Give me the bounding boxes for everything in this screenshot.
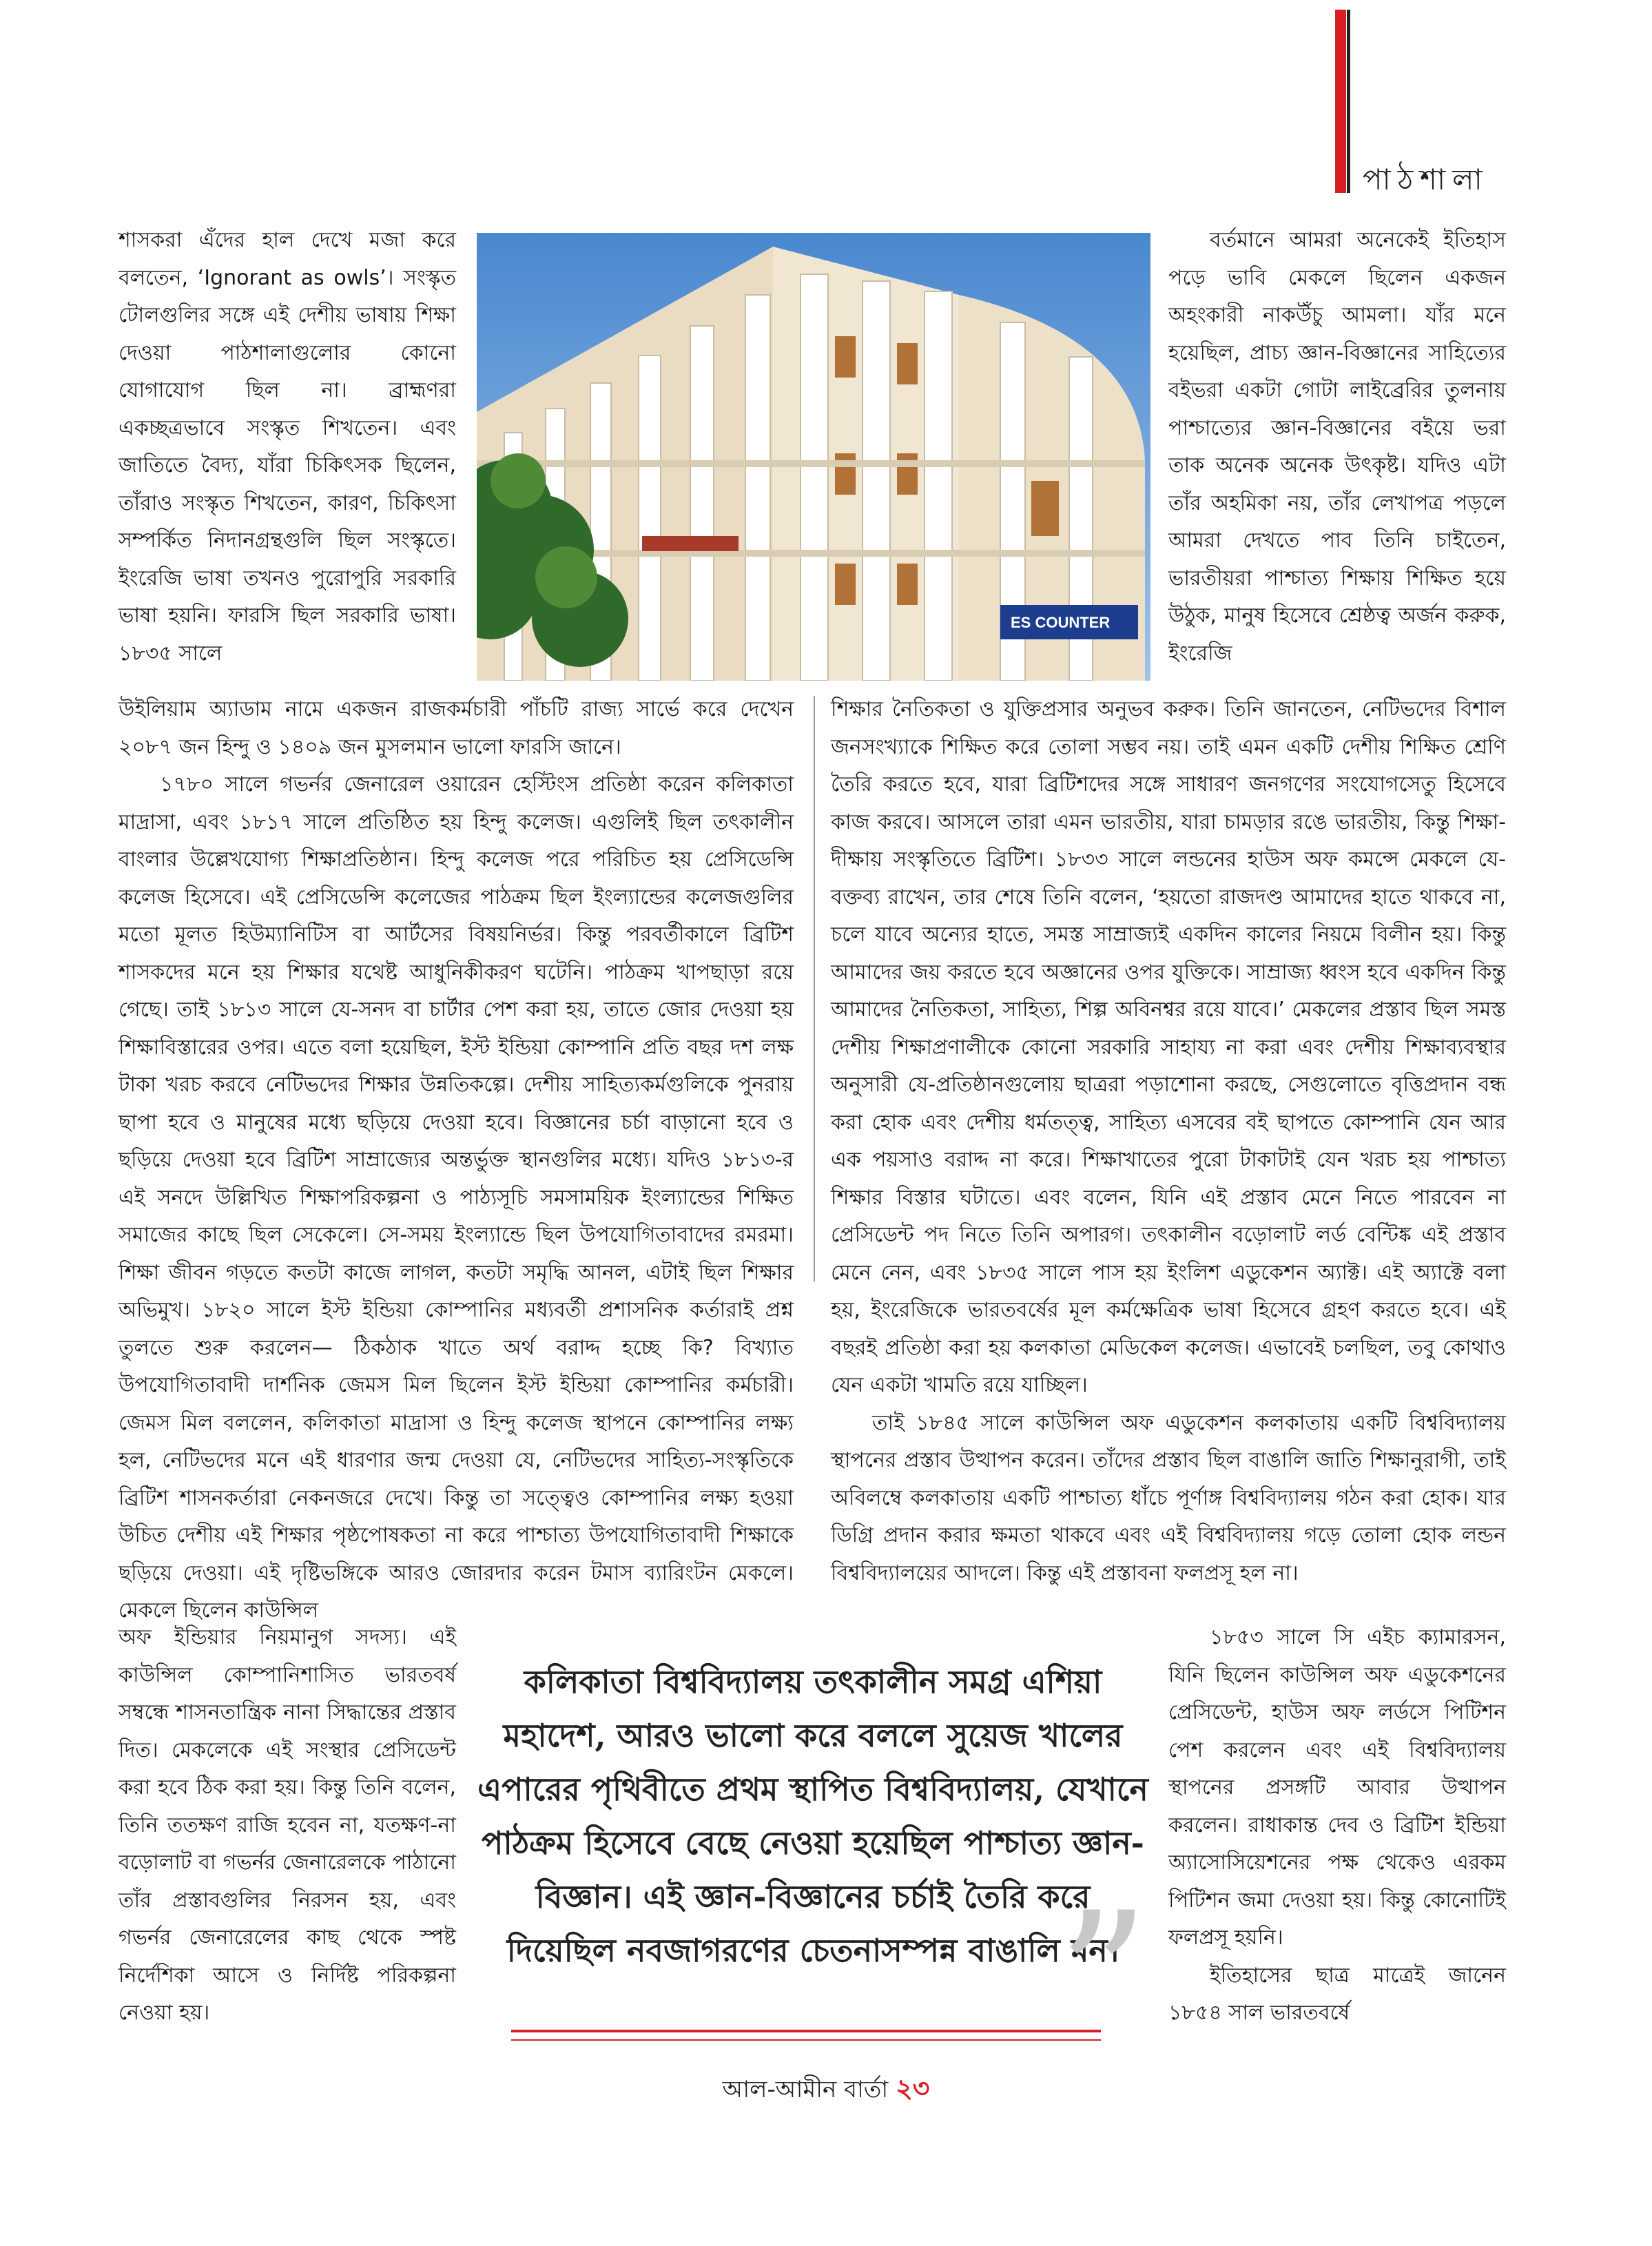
- university-building-image: [477, 233, 1150, 681]
- paragraph: ইতিহাসের ছাত্র মাত্রেই জানেন ১৮৫৪ সাল ভারতবর্ষে: [1168, 1963, 1506, 2025]
- page-footer: [0, 2068, 1652, 2112]
- column-divider: [814, 696, 815, 1281]
- paragraph: উইলিয়াম অ্যাডাম নামে একজন রাজকর্মচারী পাঁচটি রাজ্য সার্ভে করে দেখেন ২০৮৭ জন হিন্দু ও ১৪০৯ জন মুসলমান ভালো ফারসি জানে।: [118, 697, 794, 759]
- paragraph: ১৮৫৩ সালে সি এইচ ক্যামারসন, যিনি ছিলেন কাউন্সিল অফ এডুকেশনের প্রেসিডেন্ট, হাউস অফ লর্ডসে পিটিশন পেশ করলেন এবং এই বিশ্ববিদ্যালয় স্থাপনের প্রসঙ্গটি আবার উত্থাপন করলেন। রাধাকান্ত দেব ও ব্রিটিশ ইন্ডিয়া অ্যাসোসিয়েশনের পক্ষ থেকেও এরকম পিটিশন জমা দেওয়া হয়। কিন্তু কোনোটিই ফলপ্রসূ হয়নি।: [1168, 1625, 1506, 1950]
- sign-text: ES COUNTER: [1011, 614, 1111, 631]
- building-photo: [477, 233, 1150, 681]
- column-intro-right: [1168, 222, 1506, 672]
- page-number: ২৩: [896, 2073, 930, 2103]
- column-main-right: [831, 691, 1506, 1592]
- paragraph: বর্তমানে আমরা অনেকেই ইতিহাস পড়ে ভাবি মেকলে ছিলেন একজন অহংকারী নাকউঁচু আমলা। যাঁর মনে হয়েছিল, প্রাচ্য জ্ঞান-বিজ্ঞানের সাহিত্যের বইভরা একটা গোটা লাইব্রেরির তুলনায় পাশ্চাত্যের জ্ঞান-বিজ্ঞানের বইয়ে ভরা তাক অনেক অনেক উৎকৃষ্ট। যদিও এটা তাঁর অহমিকা নয়, তাঁর লেখাপত্র পড়লে আমরা দেখতে পাব তিনি চাইতেন, ভারতীয়রা পাশ্চাত্য শিক্ষায় শিক্ষিত হয়ে উঠুক, মানুষ হিসেবে শ্রেষ্ঠত্ব অর্জন করুক, ইংরেজি: [1168, 228, 1506, 666]
- column-main-left: [118, 691, 794, 1630]
- pull-quote-underline-thin: [511, 2039, 1101, 2041]
- magazine-name: আল-আমীন বার্তা: [722, 2076, 889, 2103]
- pull-quote: [477, 1655, 1149, 2083]
- column-intro-left: [118, 222, 456, 672]
- header-accent-bar: [1335, 10, 1346, 193]
- pull-quote-underline: [511, 2030, 1101, 2032]
- paragraph: অফ ইন্ডিয়ার নিয়মানুগ সদস্য। এই কাউন্সিল কোম্পানিশাসিত ভারতবর্ষ সম্বন্ধে শাসনতান্ত্রিক নানা সিদ্ধান্তের প্রস্তাব দিত। মেকলেকে এই সংস্থার প্রেসিডেন্ট করা হবে ঠিক করা হয়। কিন্তু তিনি বলেন, তিনি ততক্ষণ রাজি হবেন না, যতক্ষণ-না বড়োলাট বা গভর্নর জেনারেলকে পাঠানো তাঁর প্রস্তাবগুলির নিরসন হয়, এবং গভর্নর জেনারেলের কাছ থেকে স্পষ্ট নির্দেশিকা আসে ও নির্দিষ্ট পরিকল্পনা নেওয়া হয়।: [118, 1625, 456, 2025]
- quote-mark-icon: ”: [1057, 1875, 1149, 2083]
- header-divider-line: [1347, 10, 1350, 193]
- paragraph: ১৭৮০ সালে গভর্নর জেনারেল ওয়ারেন হেস্টিংস প্রতিষ্ঠা করেন কলিকাতা মাদ্রাসা, এবং ১৮১৭ সালে প্রতিষ্ঠিত হয় হিন্দু কলেজ। এগুলিই ছিল তৎকালীন বাংলার উল্লেখযোগ্য শিক্ষাপ্রতিষ্ঠান। হিন্দু কলেজ পরে পরিচিত হয় প্রেসিডেন্সি কলেজ হিসেবে। এই প্রেসিডেন্সি কলেজের পাঠক্রম ছিল ইংল্যান্ডের কলেজগুলির মতো মূলত হিউম্যানিটিস বা আর্টসের বিষয়নির্ভর। কিন্তু পরবর্তীকালে ব্রিটিশ শাসকদের মনে হয় শিক্ষার যথেষ্ট আধুনিকীকরণ ঘটেনি। পাঠক্রম খাপছাড়া রয়ে গেছে। তাই ১৮১৩ সালে যে-সনদ বা চার্টার পেশ করা হয়, তাতে জোর দেওয়া হয় শিক্ষাবিস্তারের ওপর। এতে বলা হয়েছিল, ইস্ট ইন্ডিয়া কোম্পানি প্রতি বছর দশ লক্ষ টাকা খরচ করবে নেটিভদের শিক্ষার উন্নতিকল্পে। দেশীয় সাহিত্যকর্মগুলিকে পুনরায় ছাপা হবে ও মানুষের মধ্যে ছড়িয়ে দেওয়া হবে। বিজ্ঞানের চর্চা বাড়ানো হবে ও ছড়িয়ে দেওয়া হবে ব্রিটিশ সাম্রাজ্যের অন্তর্ভুক্ত স্থানগুলির মধ্যে। যদিও ১৮১৩-র এই সনদে উল্লিখিত শিক্ষাপরিকল্পনা ও পাঠ্যসূচি সমসাময়িক ইংল্যান্ডের শিক্ষিত সমাজের কাছে ছিল সেকেলে। সে-সময় ইংল্যান্ডে ছিল উপযোগিতাবাদের রমরমা। শিক্ষা জীবন গড়তে কতটা কাজে লাগল, কতটা সমৃদ্ধি আনল, এটাই ছিল শিক্ষার অভিমুখ। ১৮২০ সালে ইস্ট ইন্ডিয়া কোম্পানির মধ্যবর্তী প্রশাসনিক কর্তারাই প্রশ্ন তুলতে শুরু করলেন— ঠিকঠাক খাতে অর্থ বরাদ্দ হচ্ছে কি? বিখ্যাত উপযোগিতাবাদী দার্শনিক জেমস মিল ছিলেন ইস্ট ইন্ডিয়া কোম্পানির কর্মচারী। জেমস মিল বললেন, কলিকাতা মাদ্রাসা ও হিন্দু কলেজ স্থাপনে কোম্পানির লক্ষ্য হল, নেটিভদের মনে এই ধারণার জন্ম দেওয়া যে, নেটিভদের সাহিত্য-সংস্কৃতিকে ব্রিটিশ শাসনকর্তারা নেকনজরে দেখে। কিন্তু তা সত্ত্বেও কোম্পানির লক্ষ্য হওয়া উচিত দেশীয় এই শিক্ষার পৃষ্ঠপোষকতা না করে পাশ্চাত্য উপযোগিতাবাদী শিক্ষাকে ছড়িয়ে দেওয়া। এই দৃষ্টিভঙ্গিকে আরও জোরদার করেন টমাস ব্যারিংটন মেকলে। মেকলে ছিলেন কাউন্সিল: [118, 772, 794, 1622]
- column-lower-right: [1168, 1619, 1506, 2032]
- paragraph: শাসকরা এঁদের হাল দেখে মজা করে বলতেন, ‘Ignorant as owls’। সংস্কৃত টোলগুলির সঙ্গে এই দেশীয় ভাষায় শিক্ষা দেওয়া পাঠশালাগুলোর কোনো যোগাযোগ ছিল না। ব্রাহ্মণরা একচ্ছত্রভাবে সংস্কৃত শিখতেন। এবং জাতিতে বৈদ্য, যাঁরা চিকিৎসক ছিলেন, তাঁরাও সংস্কৃত শিখতেন, কারণ, চিকিৎসা সম্পর্কিত নিদানগ্রন্থগুলি ছিল সংস্কৃতে। ইংরেজি ভাষা তখনও পুরোপুরি সরকারি ভাষা হয়নি। ফারসি ছিল সরকারি ভাষা। ১৮৩৫ সালে: [118, 228, 456, 666]
- paragraph: শিক্ষার নৈতিকতা ও যুক্তিপ্রসার অনুভব করুক। তিনি জানতেন, নেটিভদের বিশাল জনসংখ্যাকে শিক্ষিত করে তোলা সম্ভব নয়। তাই এমন একটি দেশীয় শিক্ষিত শ্রেণি তৈরি করতে হবে, যারা ব্রিটিশদের সঙ্গে সাধারণ জনগণের সংযোগসেতু হিসেবে কাজ করবে। আসলে তারা এমন ভারতীয়, যারা চামড়ার রঙে ভারতীয়, কিন্তু শিক্ষা-দীক্ষায় সংস্কৃতিতে ব্রিটিশ। ১৮৩৩ সালে লন্ডনের হাউস অফ কমন্সে মেকলে যে-বক্তব্য রাখেন, তার শেষে তিনি বলেন, ‘হয়তো রাজদণ্ড আমাদের হাতে থাকবে না, চলে যাবে অন্যের হাতে, সমস্ত সাম্রাজ্যই একদিন কালের নিয়মে বিলীন হয়। কিন্তু আমাদের জয় করতে হবে অজ্ঞানের ওপর যুক্তিকে। সাম্রাজ্য ধ্বংস হবে একদিন কিন্তু আমাদের নৈতিকতা, সাহিত্য, শিল্প অবিনশ্বর রয়ে যাবে।’ মেকলের প্রস্তাব ছিল সমস্ত দেশীয় শিক্ষাপ্রণালীকে কোনো সরকারি সাহায্য না করা এবং দেশীয় শিক্ষাব্যবস্থার অনুসারী যে-প্রতিষ্ঠানগুলোয় ছাত্ররা পড়াশোনা করছে, সেগুলোতে বৃত্তিপ্রদান বন্ধ করা হোক এবং দেশীয় ধর্মতত্ত্ব, সাহিত্য এসবের বই ছাপতে কোম্পানি যেন আর এক পয়সাও বরাদ্দ না করে। শিক্ষাখাতের পুরো টাকাটাই যেন খরচ হয় পাশ্চাত্য শিক্ষার বিস্তার ঘটাতে। এবং বলেন, যিনি এই প্রস্তাব মেনে নিতে পারবেন না প্রেসিডেন্ট পদ নিতে তিনি অপারগ। তৎকালীন বড়োলাট লর্ড বেন্টিঙ্ক এই প্রস্তাব মেনে নেন, এবং ১৮৩৫ সালে পাস হয় ইংলিশ এডুকেশন অ্যাক্ট। এই অ্যাক্টে বলা হয়, ইংরেজিকে ভারতবর্ষের মূল কর্মক্ষেত্রিক ভাষা হিসেবে গ্রহণ করতে হবে। এই বছরই প্রতিষ্ঠা করা হয় কলকাতা মেডিকেল কলেজ। এভাবেই চলছিল, তবু কোথাও যেন একটা খামতি রয়ে যাচ্ছিল।: [831, 697, 1506, 1397]
- pull-quote-text: কলিকাতা বিশ্ববিদ্যালয় তৎকালীন সমগ্র এশিয়া মহাদেশ, আরও ভালো করে বললে সুয়েজ খালের এপারের পৃথিবীতে প্রথম স্থাপিত বিশ্ববিদ্যালয়, যেখানে পাঠক্রম হিসেবে বেছে নেওয়া হয়েছিল পাশ্চাত্য জ্ঞান-বিজ্ঞান। এই জ্ঞান-বিজ্ঞানের চর্চাই তৈরি করে দিয়েছিল নবজাগরণের চেতনাসম্পন্ন বাঙালি মন।: [477, 1663, 1148, 1969]
- section-label: পাঠশালা: [1363, 163, 1489, 196]
- column-lower-left: [118, 1619, 456, 2032]
- paragraph: তাই ১৮৪৫ সালে কাউন্সিল অফ এডুকেশন কলকাতায় একটি বিশ্ববিদ্যালয় স্থাপনের প্রস্তাব উত্থাপন করেন। তাঁদের প্রস্তাব ছিল বাঙালি জাতি শিক্ষানুরাগী, তাই অবিলম্বে কলকাতায় একটি পাশ্চাত্য ধাঁচে পূর্ণাঙ্গ বিশ্ববিদ্যালয় গঠন করা হোক। যার ডিগ্রি প্রদান করার ক্ষমতা থাকবে এবং এই বিশ্ববিদ্যালয় গড়ে তোলা হোক লন্ডন বিশ্ববিদ্যালয়ের আদলে। কিন্তু এই প্রস্তাবনা ফলপ্রসূ হল না।: [831, 1410, 1506, 1585]
